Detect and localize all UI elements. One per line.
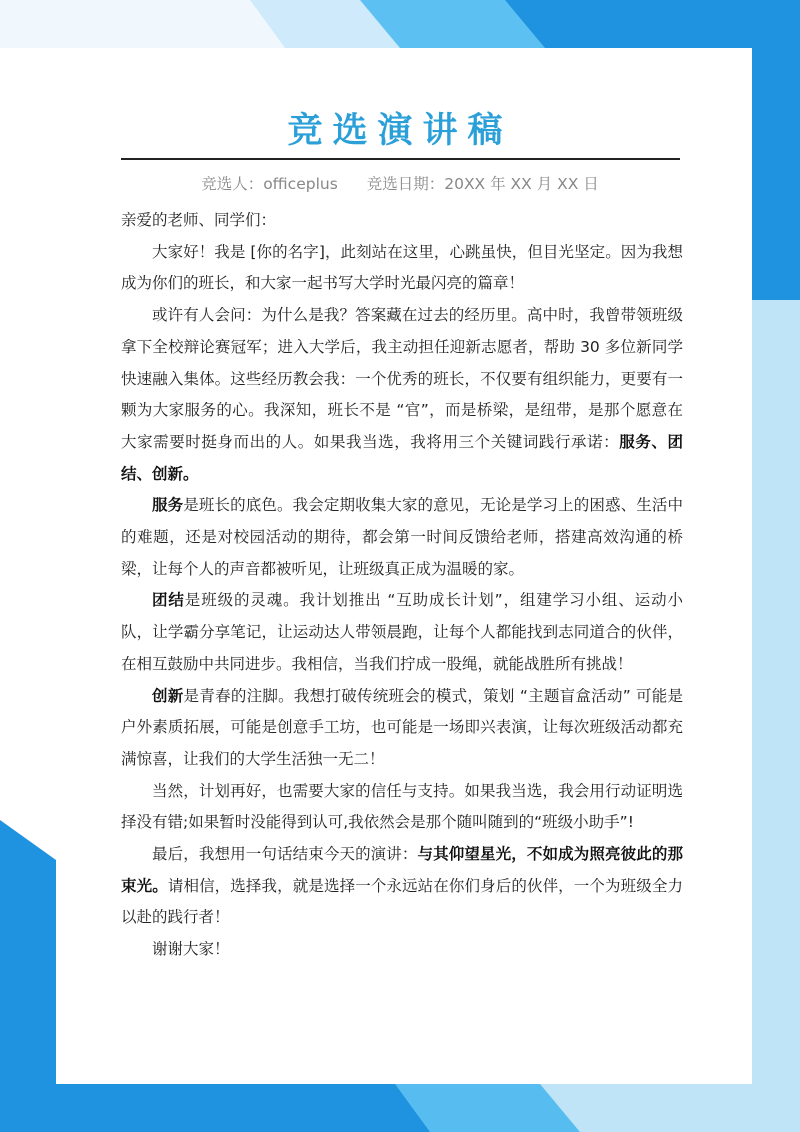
left-lower-band [0,820,56,1084]
paragraph-innovation [121,681,683,776]
speech-body [121,205,683,966]
paragraph-greeting: 大家好！我是 [你的名字]，此刻站在这里，心跳虽快，但目光坚定。因为我想成为你们的班长，和大家一起书写大学时光最闪亮的篇章！ [121,242,683,293]
document-title: 竞选演讲稿 [287,111,513,151]
bottom-left-band [0,1084,450,1132]
closing-lead: 最后，我想用一句话结束今天的演讲： [152,845,418,864]
paragraph-trust: 当然，计划再好，也需要大家的信任与支持。如果我当选，我会用行动证明选择没有错;如果暂时没能得到认可,我依然会是那个随叫随到的“班级小助手”! [121,781,683,832]
right-lower-band [752,300,800,1132]
top-right-band [505,0,800,48]
paragraph-experience-text: 或许有人会问：为什么是我？答案藏在过去的经历里。高中时，我曾带领班级拿下全校辩论赛冠军；进入大学后，我主动担任迎新志愿者，帮助 30 多位新同学快速融入集体。这些经历教会我：一个优秀的班长，不仅要有组织能力，更要有一颗为大家服务的心。我深知，班长不是 “官”，而是桥梁，是纽带，是那个愿意在大家需要时挺身而出的人。如果我当选，我将用三个关键词践行承诺： [121,306,683,451]
top-left-light-band [0,0,285,48]
title-divider [121,158,680,160]
salutation: 亲爱的老师、同学们： [121,211,277,229]
paragraph-closing [121,839,683,934]
keyword-unity: 团结 [152,591,185,610]
paragraph-unity [121,585,683,680]
paragraph-service [121,490,683,585]
date-label: 竞选日期：20XX 年 XX 月 XX 日 [366,175,599,193]
bottom-right-band [540,1084,800,1132]
meta-line [0,172,800,196]
candidate-label: 竞选人：officeplus [201,175,338,193]
keywords: 服务、团结、创新。 [121,432,683,483]
paragraph-innovation-text: 是青春的注脚。我想打破传统班会的模式，策划 “主题盲盒活动” 可能是户外素质拓展，可能是创意手工坊，也可能是一场即兴表演，让每次班级活动都充满惊喜，让我们的大学生活独一无二！ [121,686,683,768]
paragraph-unity-text: 是班级的灵魂。我计划推出 “互助成长计划”，组建学习小组、运动小队，让学霸分享笔记，让运动达人带领晨跑，让每个人都能找到志同道合的伙伴，在相互鼓励中共同进步。我相信，当我们拧成一股绳，就能战胜所有挑战！ [121,591,683,673]
closing-quote: 与其仰望星光，不如成为照亮彼此的那束光。 [121,845,683,895]
paragraph-thanks: 谢谢大家！ [152,940,230,959]
closing-rest: 请相信，选择我，就是选择一个永远站在你们身后的伙伴，一个为班级全力以赴的践行者！ [121,876,683,927]
paragraph-service-text: 是班长的底色。我会定期收集大家的意见，无论是学习上的困惑、生活中的难题，还是对校园活动的期待，都会第一时间反馈给老师，搭建高效沟通的桥梁，让每个人的声音都被听见，让班级真正成为温暖的家。 [121,496,683,578]
paragraph-experience [121,300,683,490]
keyword-innovation: 创新 [152,686,184,705]
keyword-service: 服务 [152,496,184,515]
